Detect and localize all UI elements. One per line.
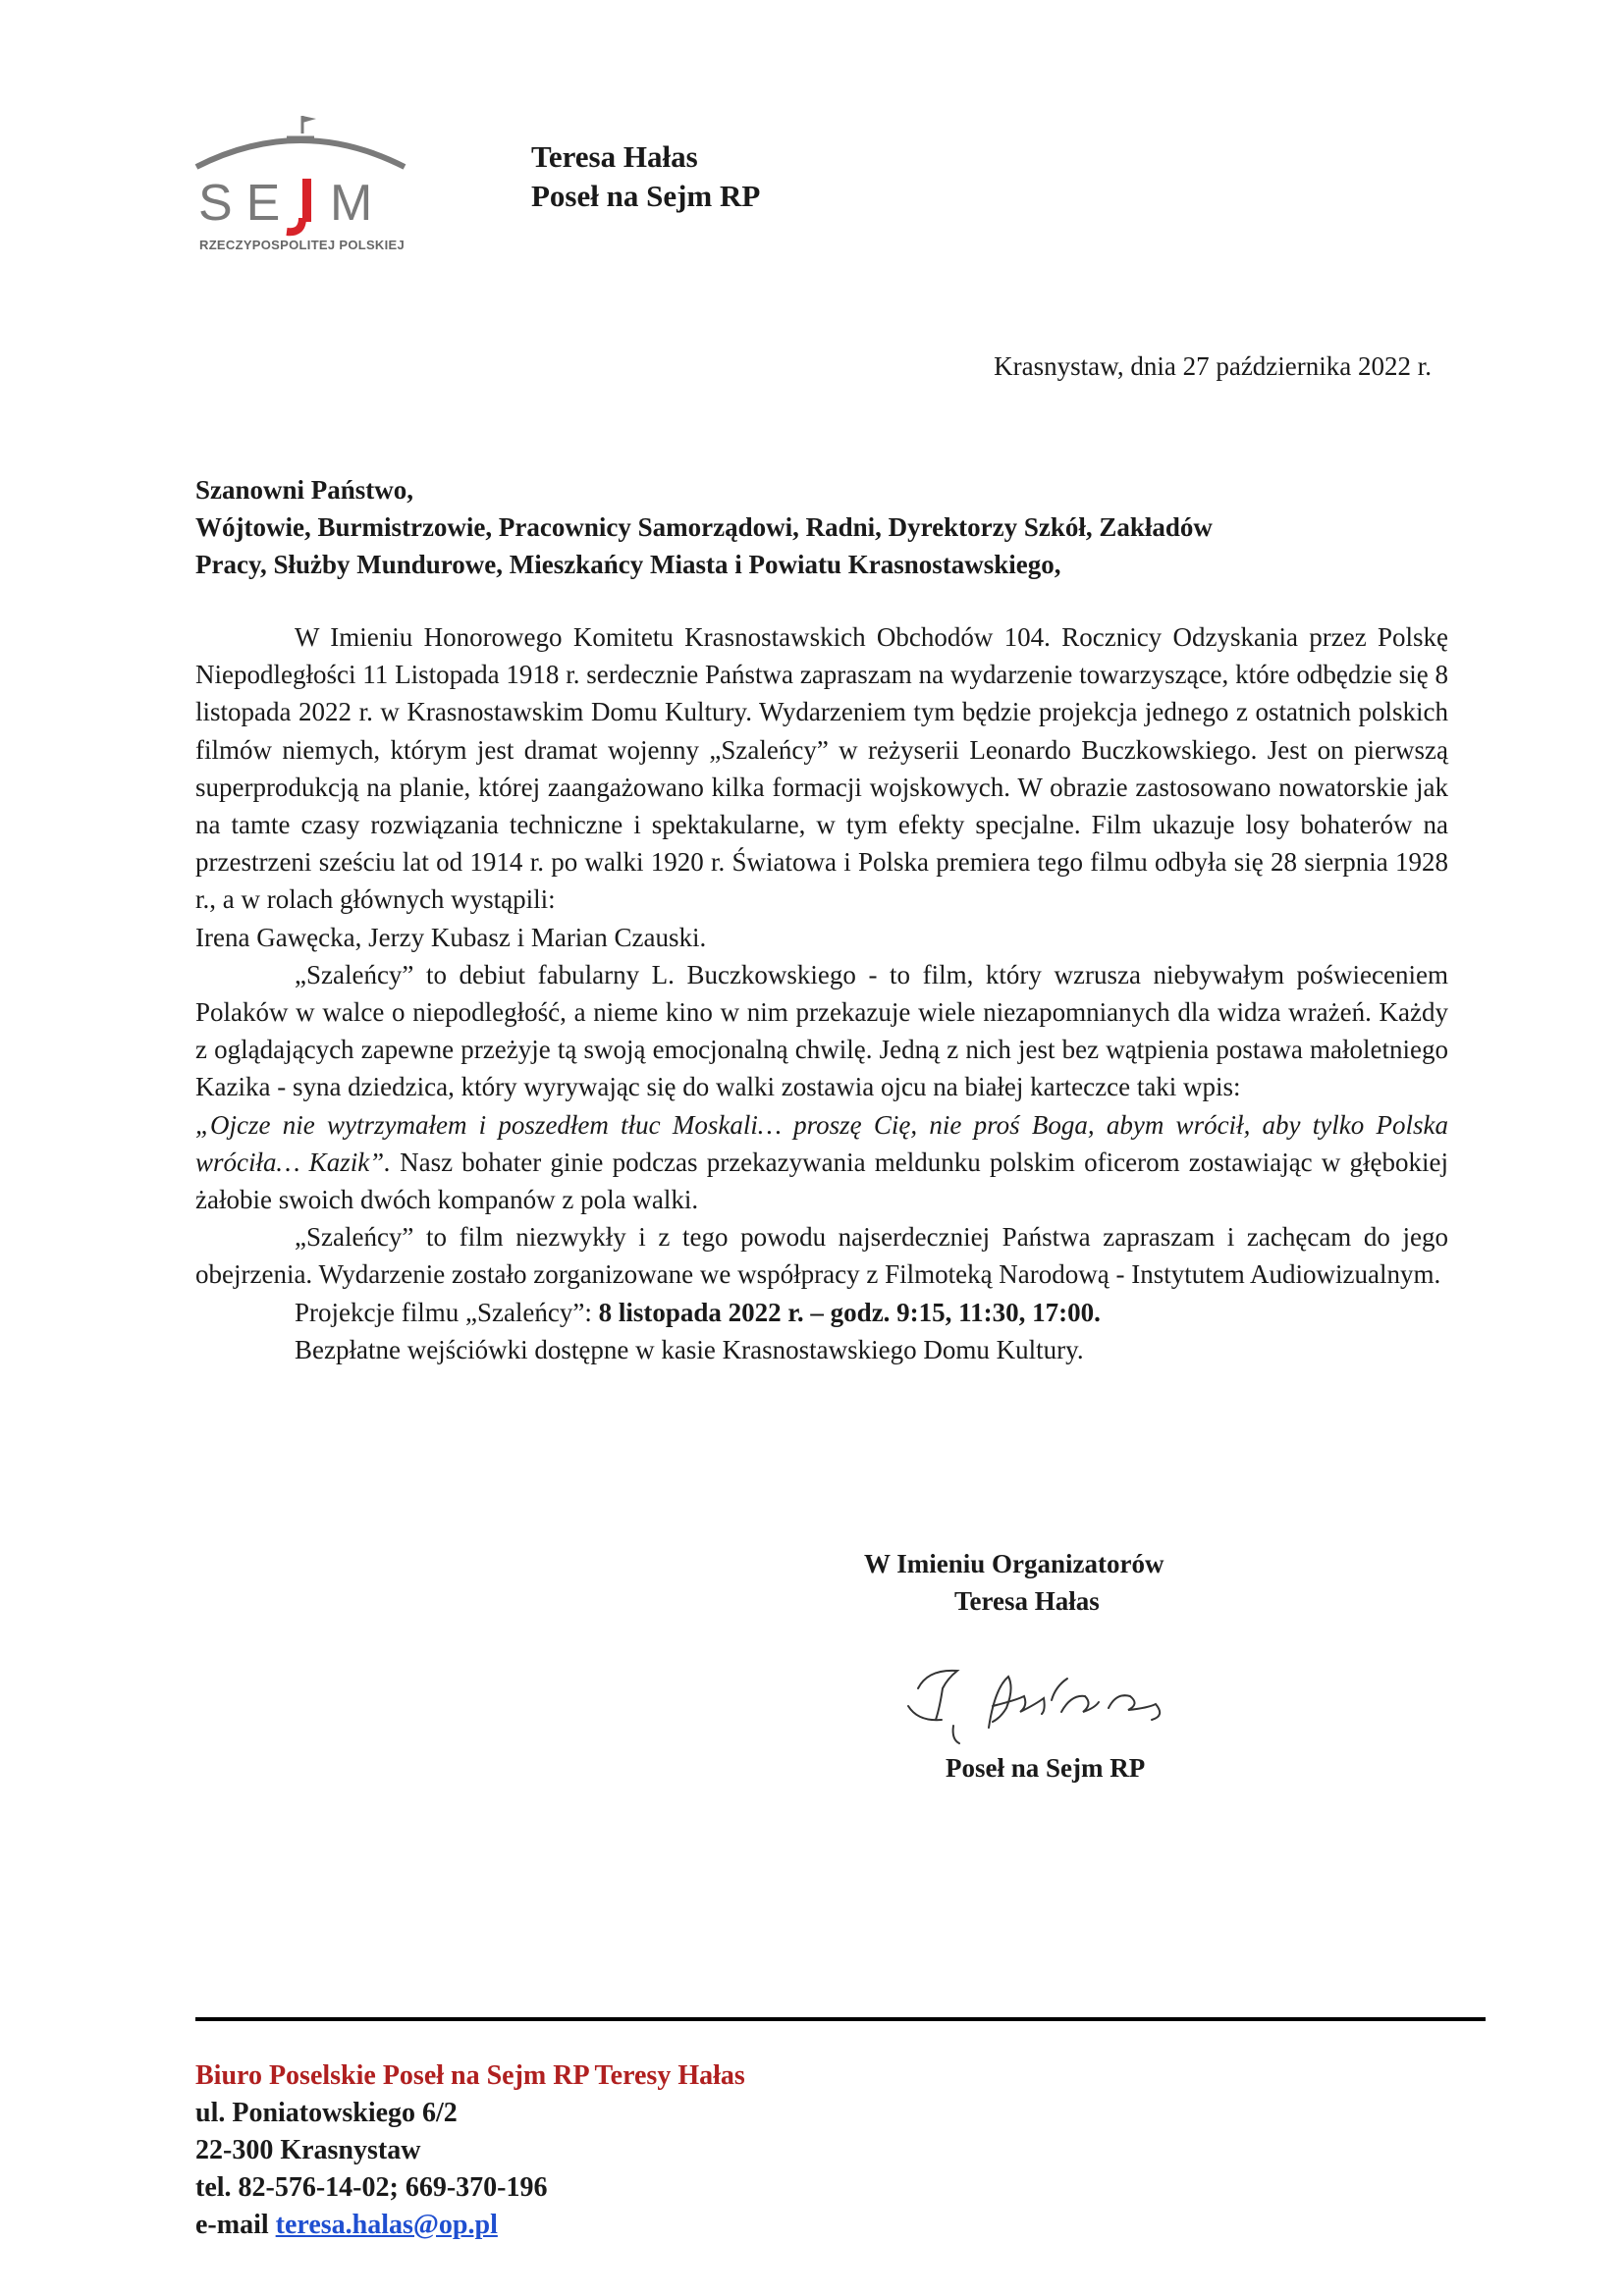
sender-name: Teresa Hałas [531,139,698,174]
screening-label: Projekcje filmu „Szaleńcy”: [295,1297,599,1327]
signature-name: Teresa Hałas [954,1586,1100,1616]
salutation [195,471,1472,583]
handwritten-signature [898,1649,1222,1757]
screening-line [195,1294,1448,1331]
screening-times: 8 listopada 2022 r. – godz. 9:15, 11:30, 17:00. [598,1297,1101,1327]
logo-subtitle: RZECZYPOSPOLITEJ POLSKIEJ [199,238,406,252]
footer-email-line [195,2207,745,2244]
footer-contact [195,2057,745,2244]
tickets-line: Bezpłatne wejściówki dostępne w kasie Krasnostawskiego Domu Kultury. [295,1334,1084,1364]
kazik-quote: „Ojcze nie wytrzymałem i poszedłem tłuc Moskali… proszę Cię, nie proś Boga, abym wrócił, aby tylko Polska wróciła… Kazik”. [195,1109,1448,1177]
paragraph-2-end: Nasz bohater ginie podczas przekazywania meldunku polskim oficerom zostawiając w głębokiej żałobie swoich dwóch kompanów z pola walki. [195,1147,1448,1215]
footer-city: 22-300 Krasnystaw [195,2135,421,2165]
salutation-line-3: Pracy, Służby Mundurowe, Mieszkańcy Miasta i Powiatu Krasnostawskiego, [195,550,1061,579]
svg-text:M: M [330,175,373,232]
paragraph-2 [195,956,1448,1106]
footer-divider [195,2017,1486,2021]
email-link[interactable]: teresa.halas@op.pl [275,2210,498,2240]
date-line: Krasnystaw, dnia 27 października 2022 r. [994,351,1432,381]
sejm-logo [192,110,408,257]
paragraph-1: W Imieniu Honorowego Komitetu Krasnostawskich Obchodów 104. Rocznicy Odzyskania przez Polskę Niepodległości 11 Listopada 1918 r. serdecznie Państwa zapraszam na wydarzenie towarzyszące, które odbędzie się 8 listopada 2022 r. w Krasnostawskim Domu Kultury. Wydarzeniem tym będzie projekcja jednego z ostatnich polskich filmów niemych, którym jest dramat wojenny „Szaleńcy” w reżyserii Leonardo Buczkowskiego. Jest on pierwszą superprodukcją na planie, której zaangażowano kilka formacji wojskowych. W obrazie zastosowano nowatorskie jak na tamte czasy rozwiązania techniczne i spektakularne, w tym efekty specjalne. Film ukazuje losy bohaterów na przestrzeni sześciu lat od 1914 r. po walki 1920 r. Światowa i Polska premiera tego filmu odbyła się 28 sierpnia 1928 r., a w rolach głównych wystąpili: [195,622,1448,915]
paragraph-1-cast: Irena Gawęcka, Jerzy Kubasz i Marian Czauski. [195,922,707,952]
sender-title: Poseł na Sejm RP [531,179,761,213]
paragraph-3: „Szaleńcy” to film niezwykły i z tego powodu najserdeczniej Państwa zapraszam i zachęcam do jego obejrzenia. Wydarzenie zostało zorganizowane we współpracy z Filmoteką Narodową - Instytutem Audiowizualnym. [195,1222,1448,1290]
paragraph-2-text: „Szaleńcy” to debiut fabularny L. Buczkowskiego - to film, który wzrusza niebywałym poświeceniem Polaków w walce o niepodległość, a nieme kino w nim przekazuje wiele niezapomnianych dla widza wrażeń. Każdy z oglądających zapewne przeżyje tą swoją emocjonalną chwilę. Jedną z nich jest bez wątpienia postawa małoletniego Kazika - syna dziedzica, który wyrywając się do walki zostawia ojcu na białej karteczce taki wpis: [195,959,1448,1102]
signature-block [864,1545,1276,1620]
letter-body [195,618,1448,1368]
signature-role: Poseł na Sejm RP [946,1753,1146,1783]
footer-email-label: e-mail [195,2210,276,2240]
letterhead [531,137,760,216]
paragraph-2-continued [195,1106,1448,1219]
footer-street: ul. Poniatowskiego 6/2 [195,2098,458,2128]
logo-wordmark: SE [198,175,295,232]
footer-office-name: Biuro Poselskie Poseł na Sejm RP Teresy Hałas [195,2060,745,2091]
signature-org-line: W Imieniu Organizatorów [864,1549,1164,1578]
salutation-line-2: Wójtowie, Burmistrzowie, Pracownicy Samorządowi, Radni, Dyrektorzy Szkół, Zakładów [195,512,1213,542]
footer-phone: tel. 82-576-14-02; 669-370-196 [195,2172,548,2203]
salutation-line-1: Szanowni Państwo, [195,475,414,505]
